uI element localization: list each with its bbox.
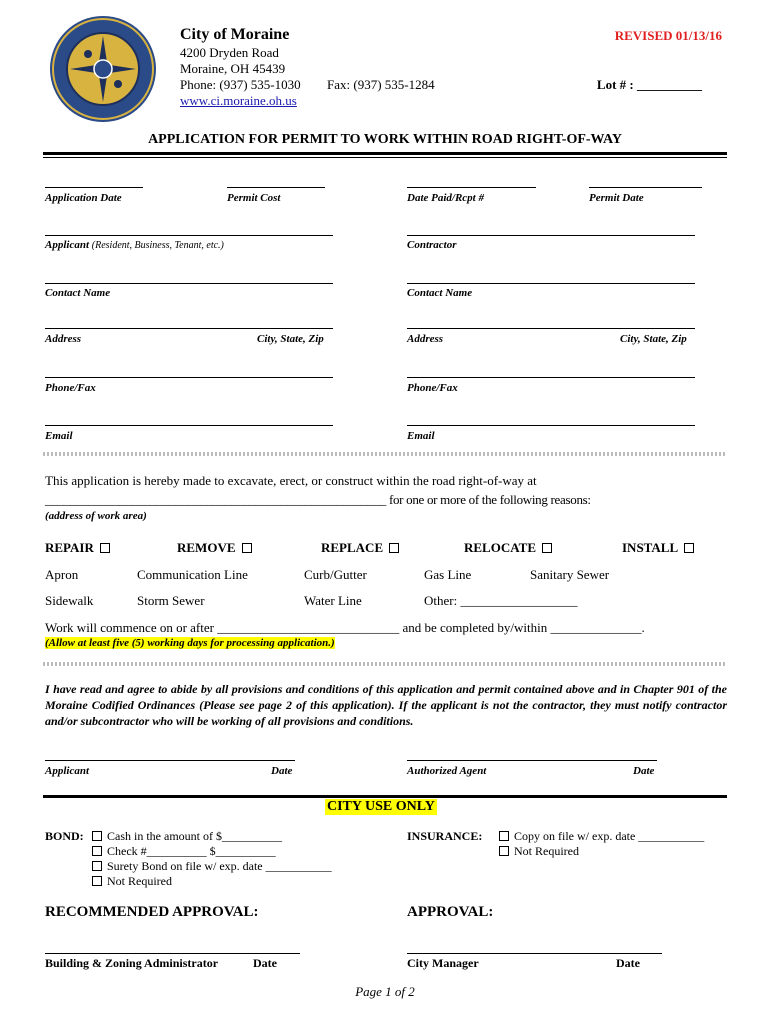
applicant-contact-line[interactable] xyxy=(45,283,333,284)
bond-option-cash[interactable] xyxy=(86,829,332,844)
bond-cash-label: Cash in the amount of $__________ xyxy=(107,829,282,843)
form-title: APPLICATION FOR PERMIT TO WORK WITHIN ROAD RIGHT-OF-WAY xyxy=(148,132,622,147)
address-line-2: Moraine, OH 45439 xyxy=(180,61,286,76)
date-paid-line[interactable] xyxy=(407,187,536,188)
applicant-phone-label: Phone/Fax xyxy=(45,382,96,394)
contractor-contact-line[interactable] xyxy=(407,283,695,284)
city-manager-signature-line[interactable] xyxy=(407,953,662,954)
bond-surety-label: Surety Bond on file w/ exp. date ___________ xyxy=(107,859,332,873)
insurance-label: INSURANCE: xyxy=(407,829,483,843)
bza-signature-line[interactable] xyxy=(45,953,300,954)
applicant-phone-line[interactable] xyxy=(45,377,333,378)
reason-communication-line: Communication Line xyxy=(137,567,248,582)
applicant-email-label: Email xyxy=(45,430,73,442)
title-divider xyxy=(43,152,727,155)
insurance-not-required-label: Not Required xyxy=(514,844,579,858)
city-manager-date-label: Date xyxy=(616,956,640,970)
contractor-phone-label: Phone/Fax xyxy=(407,382,458,394)
applicant-city-label: City, State, Zip xyxy=(257,333,324,345)
action-install[interactable] xyxy=(622,540,699,556)
application-address-line[interactable]: _______________________________________________________ for one or more of the following reasons: xyxy=(45,492,591,507)
date-paid-label: Date Paid/Rcpt # xyxy=(407,192,484,204)
permit-cost-label: Permit Cost xyxy=(227,192,281,204)
action-relocate-label: RELOCATE xyxy=(464,540,536,555)
applicant-date-label: Date xyxy=(271,765,293,777)
reason-apron: Apron xyxy=(45,567,79,582)
reason-storm-sewer: Storm Sewer xyxy=(137,593,205,608)
city-name: City of Moraine xyxy=(180,26,290,43)
permit-cost-line[interactable] xyxy=(227,187,325,188)
contractor-city-label: City, State, Zip xyxy=(620,333,687,345)
insurance-options xyxy=(493,829,704,859)
address-line-1: 4200 Dryden Road xyxy=(180,45,279,60)
applicant-line[interactable] xyxy=(45,235,333,236)
action-replace-label: REPLACE xyxy=(321,540,384,555)
applicant-sub-label: (Resident, Business, Tenant, etc.) xyxy=(91,240,224,251)
agreement-statement: I have read and agree to abide by all provisions and conditions of this application and permit contained above and in Chapter 901 of the Moraine Codified Ordinances (Please see page 2 of this application). If the applicant is not the contractor, they must notify contractor and/or subcontractor who will be working of all provisions and conditions. xyxy=(45,682,727,728)
city-manager-label: City Manager xyxy=(407,956,479,970)
bond-check-checkbox[interactable] xyxy=(92,846,102,856)
repair-checkbox[interactable] xyxy=(100,543,110,553)
action-install-label: INSTALL xyxy=(622,540,679,555)
application-statement: This application is hereby made to excavate, erect, or construct within the road right-of-way at xyxy=(45,473,537,488)
insurance-not-required-checkbox[interactable] xyxy=(499,846,509,856)
city-use-divider xyxy=(43,795,727,798)
section-divider-1 xyxy=(43,452,727,456)
bza-label: Building & Zoning Administrator xyxy=(45,956,219,970)
contractor-contact-label: Contact Name xyxy=(407,287,473,299)
address-of-work-label: (address of work area) xyxy=(45,510,147,522)
approval-heading: APPROVAL: xyxy=(407,904,494,920)
insurance-option-not-required[interactable] xyxy=(493,844,704,859)
reason-sidewalk: Sidewalk xyxy=(45,593,94,608)
bond-options xyxy=(86,829,332,889)
bond-option-check[interactable] xyxy=(86,844,332,859)
replace-checkbox[interactable] xyxy=(389,543,399,553)
bond-label: BOND: xyxy=(45,829,84,843)
agent-signature-label: Authorized Agent xyxy=(407,765,487,777)
reason-water-line: Water Line xyxy=(304,593,362,608)
contractor-address-line[interactable] xyxy=(407,328,695,329)
action-repair-label: REPAIR xyxy=(45,540,94,555)
remove-checkbox[interactable] xyxy=(242,543,252,553)
permit-date-line[interactable] xyxy=(589,187,702,188)
contractor-line[interactable] xyxy=(407,235,695,236)
bond-surety-checkbox[interactable] xyxy=(92,861,102,871)
reason-sanitary-sewer: Sanitary Sewer xyxy=(530,567,610,582)
bond-not-required-checkbox[interactable] xyxy=(92,876,102,886)
agent-signature-line[interactable] xyxy=(407,760,657,761)
reason-curb-gutter: Curb/Gutter xyxy=(304,567,367,582)
reason-gas-line: Gas Line xyxy=(424,567,472,582)
processing-time-note: (Allow at least five (5) working days for processing application.) xyxy=(45,637,335,649)
section-divider-2 xyxy=(43,662,727,666)
city-use-heading: CITY USE ONLY xyxy=(327,799,435,814)
insurance-copy-label: Copy on file w/ exp. date ___________ xyxy=(514,829,705,843)
permit-date-label: Permit Date xyxy=(589,192,644,204)
bond-option-surety[interactable] xyxy=(86,859,332,874)
title-divider-thin xyxy=(43,157,727,158)
action-relocate[interactable] xyxy=(464,540,557,556)
action-repair[interactable] xyxy=(45,540,115,556)
insurance-option-copy[interactable] xyxy=(493,829,704,844)
bond-cash-checkbox[interactable] xyxy=(92,831,102,841)
contractor-email-line[interactable] xyxy=(407,425,695,426)
bond-check-label: Check #__________ $__________ xyxy=(107,844,276,858)
revised-date: REVISED 01/13/16 xyxy=(614,28,722,43)
action-remove[interactable] xyxy=(177,540,257,556)
application-date-line[interactable] xyxy=(45,187,143,188)
contractor-phone-line[interactable] xyxy=(407,377,695,378)
reason-other[interactable]: Other: __________________ xyxy=(424,593,578,608)
page-number: Page 1 of 2 xyxy=(355,984,415,999)
install-checkbox[interactable] xyxy=(684,543,694,553)
contractor-email-label: Email xyxy=(407,430,435,442)
applicant-label-text: Applicant xyxy=(45,239,90,251)
bond-option-not-required[interactable] xyxy=(86,874,332,889)
website-link[interactable]: www.ci.moraine.oh.us xyxy=(180,93,297,108)
city-seal-logo xyxy=(48,14,158,124)
work-schedule-statement[interactable]: Work will commence on or after ____________________________ and be completed by/within ______________. xyxy=(45,620,645,635)
action-remove-label: REMOVE xyxy=(177,540,236,555)
lot-number: Lot # : __________ xyxy=(596,77,702,92)
bza-date-label: Date xyxy=(253,956,277,970)
action-replace[interactable] xyxy=(321,540,404,556)
applicant-signature-label: Applicant xyxy=(45,765,90,777)
applicant-address-label: Address xyxy=(45,333,82,345)
application-date-label: Application Date xyxy=(45,192,122,204)
phone-number: Phone: (937) 535-1030 xyxy=(180,77,301,92)
relocate-checkbox[interactable] xyxy=(542,543,552,553)
applicant-signature-line[interactable] xyxy=(45,760,295,761)
contractor-address-label: Address xyxy=(407,333,444,345)
bond-not-required-label: Not Required xyxy=(107,874,172,888)
applicant-address-line[interactable] xyxy=(45,328,333,329)
applicant-label xyxy=(45,239,224,251)
applicant-email-line[interactable] xyxy=(45,425,333,426)
recommended-approval-heading: RECOMMENDED APPROVAL: xyxy=(45,904,259,920)
applicant-contact-label: Contact Name xyxy=(45,287,111,299)
insurance-copy-checkbox[interactable] xyxy=(499,831,509,841)
agent-date-label: Date xyxy=(633,765,655,777)
contractor-label: Contractor xyxy=(407,239,457,251)
fax-number: Fax: (937) 535-1284 xyxy=(327,77,435,92)
